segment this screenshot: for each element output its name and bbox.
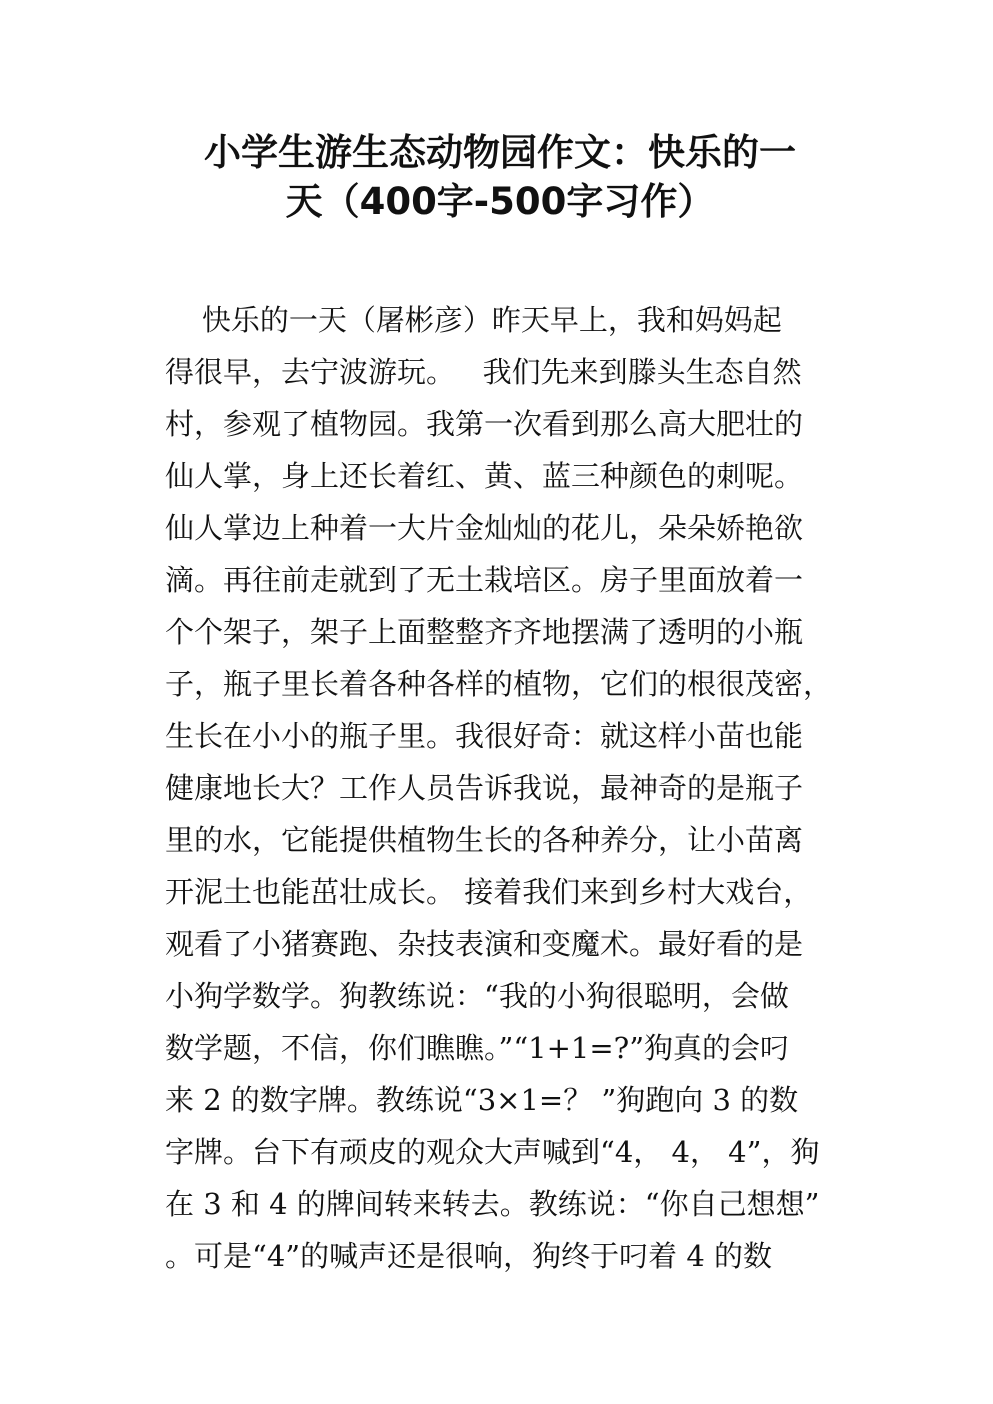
- body-line: 开泥土也能茁壮成长。 接着我们来到乡村大戏台，: [165, 875, 813, 909]
- body-line: 观看了小猪赛跑、杂技表演和变魔术。最好看的是: [165, 927, 804, 961]
- body-line: 仙人掌，身上还长着红、黄、蓝三种颜色的刺呢。: [165, 459, 804, 493]
- body-line: 村，参观了植物园。我第一次看到那么高大肥壮的: [165, 407, 804, 441]
- body-line: 快乐的一天（屠彬彦）昨天早上，我和妈妈起: [165, 303, 782, 337]
- body-line: 生长在小小的瓶子里。我很好奇：就这样小苗也能: [165, 719, 804, 753]
- document-title-line-2: 天（400字-500字习作）: [285, 180, 715, 223]
- body-line: 小狗学数学。狗教练说：“我的小狗很聪明，会做: [165, 979, 789, 1013]
- body-line: 个个架子，架子上面整整齐齐地摆满了透明的小瓶: [165, 615, 804, 649]
- body-line: 。可是“4”的喊声还是很响，狗终于叼着 4 的数: [165, 1239, 772, 1273]
- document-title-line-1: 小学生游生态动物园作文：快乐的一: [204, 131, 796, 174]
- body-line: 数学题，不信，你们瞧瞧。”“1+1=?”狗真的会叼: [165, 1031, 790, 1065]
- body-line: 子，瓶子里长着各种各样的植物，它们的根很茂密，: [165, 667, 833, 701]
- body-line: 在 3 和 4 的牌间转来转去。教练说：“你自己想想”: [165, 1187, 820, 1221]
- body-line: 里的水，它能提供植物生长的各种养分，让小苗离: [165, 823, 804, 857]
- body-line: 健康地长大？工作人员告诉我说，最神奇的是瓶子: [165, 771, 804, 805]
- body-line: 得很早，去宁波游玩。 我们先来到滕头生态自然: [165, 355, 802, 389]
- body-line: 来 2 的数字牌。教练说“3×1=？ ”狗跑向 3 的数: [165, 1083, 799, 1117]
- body-line: 字牌。台下有顽皮的观众大声喊到“4， 4， 4”，狗: [165, 1135, 820, 1169]
- body-line: 滴。再往前走就到了无土栽培区。房子里面放着一: [165, 563, 804, 597]
- body-line: 仙人掌边上种着一大片金灿灿的花儿，朵朵娇艳欲: [165, 511, 804, 545]
